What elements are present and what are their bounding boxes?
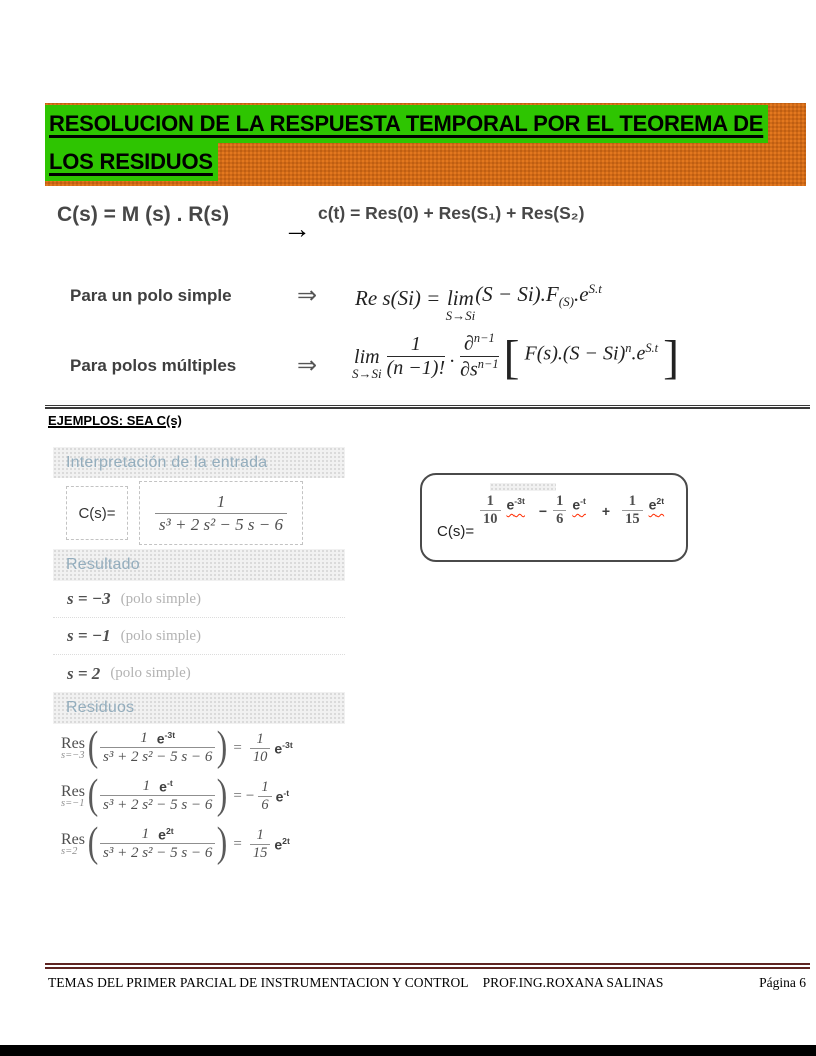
footer-course-title: TEMAS DEL PRIMER PARCIAL DE INSTRUMENTACION Y CONTROL bbox=[48, 975, 469, 990]
input-fraction bbox=[155, 492, 287, 535]
panel-header-result: Resultado bbox=[53, 549, 345, 581]
fraction-denominator: s³ + 2 s² − 5 s − 6 bbox=[100, 843, 215, 862]
residue-fraction bbox=[100, 826, 215, 862]
fraction-numerator: 1 bbox=[556, 493, 564, 509]
equation-cs-definition: C(s) = M (s) . R(s) bbox=[57, 203, 230, 226]
input-fraction-box bbox=[139, 481, 303, 545]
e-exponent: S.t bbox=[588, 281, 602, 297]
limit-stack bbox=[352, 346, 382, 382]
input-row bbox=[53, 478, 345, 548]
residue-result bbox=[246, 827, 290, 862]
right-paren: ) bbox=[217, 772, 228, 819]
res-word: Res bbox=[61, 831, 85, 848]
exponential-term bbox=[507, 496, 525, 513]
exponential-term bbox=[274, 836, 290, 853]
partial-denominator bbox=[460, 356, 498, 382]
exponential-term bbox=[572, 496, 586, 513]
e-exponent: -3t bbox=[164, 730, 176, 741]
residue-row bbox=[53, 772, 345, 820]
e-base: e bbox=[572, 496, 581, 513]
e-base: e bbox=[648, 496, 657, 513]
fraction-numerator bbox=[139, 778, 177, 795]
bracket-body bbox=[525, 341, 659, 366]
coefficient: 1 bbox=[140, 730, 148, 746]
res-word: Res bbox=[61, 735, 85, 752]
res-subscript: s=−1 bbox=[61, 798, 85, 809]
e-base: e bbox=[275, 788, 284, 805]
residue-fraction bbox=[100, 778, 215, 814]
bottom-border-bar bbox=[0, 1045, 816, 1056]
fraction-numerator: 1 bbox=[410, 332, 421, 355]
e-base: e bbox=[158, 827, 166, 843]
partial-numerator bbox=[464, 331, 495, 356]
res-subscript: s=−3 bbox=[61, 750, 85, 761]
fraction-numerator: 1 bbox=[256, 826, 264, 843]
coefficient: 1 bbox=[142, 778, 151, 794]
pole-note: (polo simple) bbox=[110, 665, 191, 681]
title-line-1: RESOLUCION DE LA RESPUESTA TEMPORAL POR EL TEOREMA DE bbox=[45, 105, 768, 143]
selection-artifact bbox=[490, 483, 556, 491]
partial-exponent: n−1 bbox=[473, 330, 495, 345]
footer bbox=[48, 975, 806, 991]
lim-word: lim bbox=[354, 346, 380, 368]
residue-fraction bbox=[100, 730, 215, 766]
formula-simple-mid bbox=[475, 281, 602, 310]
result-fraction bbox=[258, 779, 271, 814]
pole-value: s = 2 bbox=[67, 663, 101, 683]
implies-icon: ⇒ bbox=[297, 282, 318, 309]
solver-panel bbox=[53, 445, 345, 873]
e-base: e bbox=[274, 836, 283, 853]
formula-simple-pole bbox=[355, 272, 602, 324]
res-operator bbox=[61, 735, 85, 761]
right-arrow-icon: → bbox=[283, 213, 311, 244]
right-bracket: ] bbox=[663, 330, 680, 384]
exponential-term bbox=[159, 778, 173, 795]
cs-label: C(s)= bbox=[78, 504, 116, 522]
e-exponent: -t bbox=[166, 778, 173, 789]
result-terms bbox=[474, 493, 664, 528]
left-paren: ( bbox=[87, 724, 99, 771]
pole-row bbox=[53, 581, 345, 618]
footer-rule bbox=[45, 963, 810, 969]
exponential-term bbox=[157, 730, 175, 747]
e-exponent: 2t bbox=[282, 835, 290, 846]
right-paren: ) bbox=[217, 820, 228, 867]
pole-row bbox=[53, 618, 345, 655]
fraction-numerator: 1 bbox=[628, 493, 636, 509]
e-base: e bbox=[159, 779, 167, 795]
coefficient: 1 bbox=[141, 826, 150, 842]
partial-symbol: ∂ bbox=[464, 332, 474, 355]
term-sign: − bbox=[538, 502, 548, 519]
equals-sign: = bbox=[233, 835, 242, 852]
e-base: e bbox=[274, 740, 283, 757]
title-block bbox=[45, 103, 806, 186]
term-fraction bbox=[622, 493, 643, 528]
title-line-2: LOS RESIDUOS bbox=[45, 143, 218, 181]
fraction-denominator: 15 bbox=[622, 510, 643, 528]
residue-result bbox=[246, 731, 293, 766]
term-fraction bbox=[553, 493, 566, 528]
fraction-denominator: s³ + 2 s² − 5 s − 6 bbox=[100, 747, 215, 766]
formula-multiple-poles bbox=[352, 330, 679, 382]
panel-header-residues: Residuos bbox=[53, 692, 345, 724]
implies-icon: ⇒ bbox=[297, 352, 318, 379]
e-exponent: -t bbox=[580, 496, 586, 507]
left-paren: ( bbox=[87, 772, 99, 819]
e-exponent: -t bbox=[283, 787, 290, 798]
exponential-term bbox=[649, 496, 665, 513]
e-exponent: -3t bbox=[514, 496, 525, 507]
residue-row bbox=[53, 820, 345, 868]
pole-note: (polo simple) bbox=[120, 590, 202, 607]
e-base: e bbox=[156, 731, 165, 747]
result-cs-label: C(s)= bbox=[437, 523, 475, 540]
res-operator bbox=[61, 783, 85, 809]
fraction-numerator: 1 bbox=[216, 491, 226, 511]
e-exponent: -3t bbox=[282, 739, 293, 750]
partial-derivative-fraction bbox=[460, 331, 498, 381]
cs-label-box bbox=[66, 486, 128, 540]
e-exponent: S.t bbox=[645, 340, 659, 355]
result-fraction bbox=[250, 731, 271, 766]
left-bracket: [ bbox=[503, 330, 520, 384]
res-operator bbox=[61, 831, 85, 857]
result-fraction bbox=[250, 827, 271, 862]
e-exponent: 2t bbox=[165, 826, 174, 837]
fraction-numerator: 1 bbox=[256, 730, 264, 747]
right-paren: ) bbox=[217, 724, 228, 771]
lim-word: lim bbox=[446, 286, 474, 310]
label-simple-pole: Para un polo simple bbox=[70, 286, 232, 305]
fraction-denominator: s³ + 2 s² − 5 s − 6 bbox=[100, 795, 215, 814]
dot-e: .e bbox=[631, 342, 646, 365]
result-box bbox=[420, 473, 688, 562]
fraction-numerator: 1 bbox=[261, 778, 269, 795]
fraction-denominator: 6 bbox=[258, 796, 271, 814]
partial-s-exponent: n−1 bbox=[477, 356, 499, 371]
e-base: e bbox=[506, 496, 515, 513]
left-paren: ( bbox=[87, 820, 99, 867]
fraction-denominator: 15 bbox=[250, 844, 271, 862]
dot-e: .e bbox=[573, 282, 589, 307]
result-sign: − bbox=[245, 787, 255, 804]
label-multiple-poles: Para polos múltiples bbox=[70, 356, 237, 375]
factorial-fraction bbox=[387, 333, 445, 380]
e-exponent: 2t bbox=[656, 496, 665, 507]
pole-value: s = −1 bbox=[67, 626, 111, 645]
section-divider-rule bbox=[45, 405, 810, 409]
fraction-denominator: (n −1)! bbox=[386, 356, 446, 379]
formula-simple-lhs: Re s(Si) = bbox=[355, 285, 441, 310]
exponential-term bbox=[274, 740, 292, 757]
residue-result bbox=[246, 779, 289, 814]
res-word: Res bbox=[61, 783, 85, 800]
equals-sign: = bbox=[233, 739, 242, 756]
fraction-numerator: 1 bbox=[486, 493, 494, 509]
examples-heading: EJEMPLOS: SEA C(s) bbox=[48, 413, 182, 428]
fraction-denominator: 10 bbox=[480, 510, 501, 528]
panel-header-input: Interpretación de la entrada bbox=[53, 447, 345, 478]
fraction-numerator bbox=[136, 730, 179, 747]
exponential-term bbox=[276, 788, 290, 805]
bracket-body-text: F(s).(S − Si) bbox=[524, 342, 626, 365]
fraction-denominator: 10 bbox=[250, 748, 271, 766]
term-fraction bbox=[480, 493, 501, 528]
partial-s: ∂s bbox=[460, 358, 478, 381]
lim-subscript: S→Si bbox=[445, 308, 476, 323]
residue-row bbox=[53, 724, 345, 772]
pole-note: (polo simple) bbox=[120, 627, 202, 644]
fraction-denominator: s³ + 2 s² − 5 s − 6 bbox=[155, 513, 287, 535]
dot-separator: . bbox=[450, 344, 456, 367]
f-subscript: (S) bbox=[558, 294, 574, 310]
fraction-denominator: 6 bbox=[553, 510, 566, 528]
limit-stack bbox=[446, 286, 476, 324]
lim-subscript: S→Si bbox=[352, 366, 382, 381]
footer-page-number: Página 6 bbox=[759, 975, 806, 990]
formula-simple-body: (S − Si).F bbox=[475, 282, 559, 307]
res-subscript: s=2 bbox=[61, 846, 78, 857]
exponential-term bbox=[158, 826, 174, 843]
fraction-numerator bbox=[138, 826, 178, 843]
pole-row bbox=[53, 655, 345, 692]
footer-professor: PROF.ING.ROXANA SALINAS bbox=[482, 975, 664, 990]
pole-value: s = −3 bbox=[67, 589, 111, 608]
power-n: n bbox=[625, 340, 632, 355]
term-sign: + bbox=[601, 502, 611, 519]
equals-sign: = bbox=[233, 787, 242, 804]
equation-ct-definition: c(t) = Res(0) + Res(S₁) + Res(S₂) bbox=[318, 203, 585, 223]
